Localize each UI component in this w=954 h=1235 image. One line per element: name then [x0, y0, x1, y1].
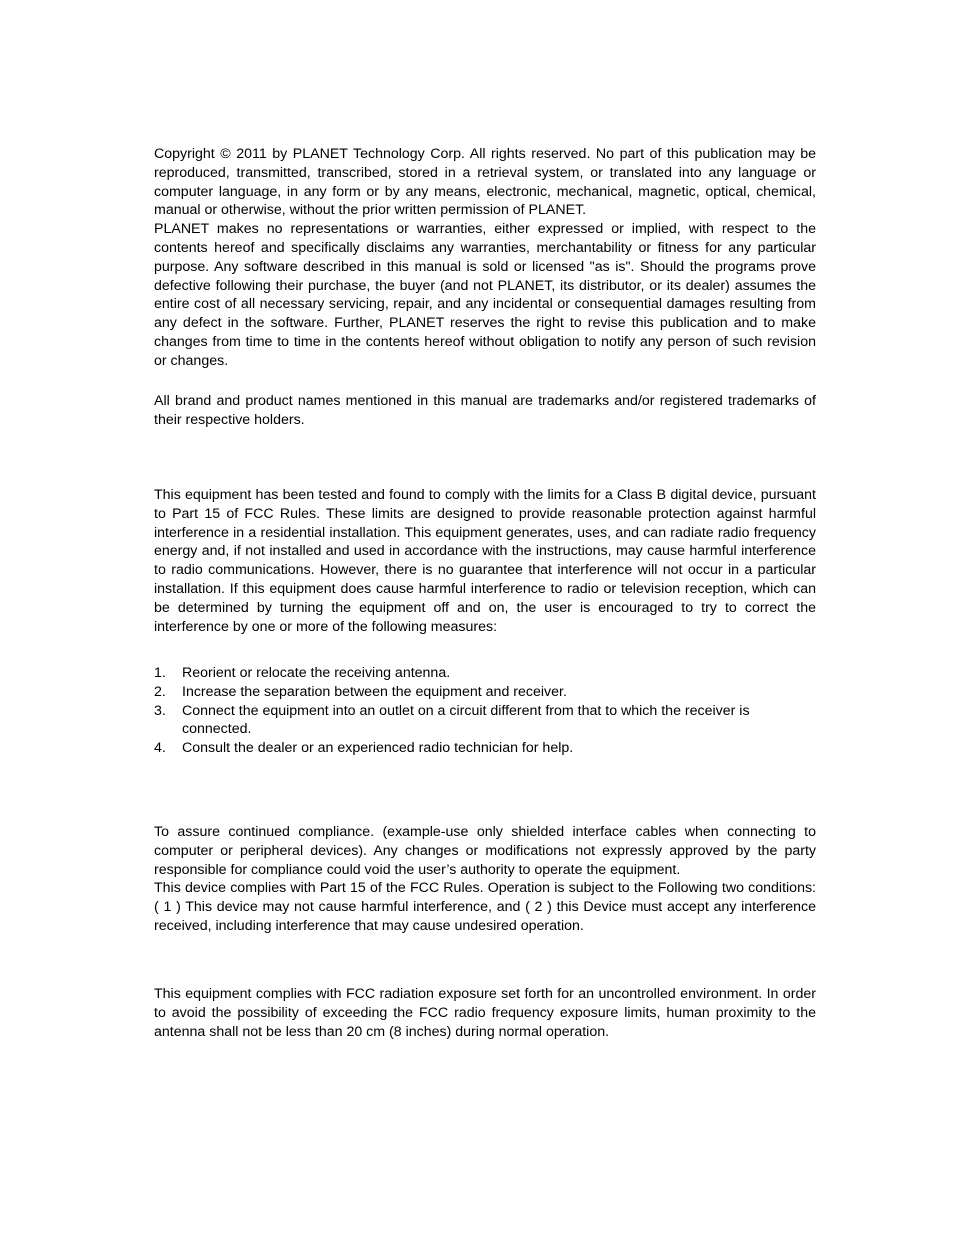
list-item-number: 1.	[154, 665, 166, 681]
radiation-exposure-paragraph: This equipment complies with FCC radiation exposure set forth for an uncontrolled environment. In order to avoid the possibility of exceeding the FCC radio frequency exposure limits, human proximity to the antenna shall not be less than 20 cm (8 inches) during normal operation.	[154, 986, 816, 1040]
list-item-text: Consult the dealer or an experienced radio technician for help.	[182, 740, 574, 757]
list-item-number: 2.	[154, 683, 166, 700]
disclaimer-paragraph: PLANET makes no representations or warranties, either expressed or implied, with respect to the contents hereof and specifically disclaims any warranties, merchantability or fitness for any particular purpose. Any software described in this manual is sold or licensed "as is". Should the programs prove defective following their purchase, the buyer (and not PLANET, its distributor, or its dealer) assumes the entire cost of all necessary servicing, repair, and any incidental or consequential damages resulting from any defect in the software. Further, PLANET reserves the right to revise this publication and to make changes from time to time in the contents hereof without obligation to notify any person of such revision or changes.	[154, 221, 816, 369]
measures-list	[154, 664, 816, 758]
list-item	[154, 683, 816, 702]
list-item-number: 4.	[154, 740, 166, 757]
list-item	[154, 702, 816, 740]
list-item-text: Increase the separation between the equipment and receiver.	[182, 683, 567, 700]
trademarks-paragraph: All brand and product names mentioned in this manual are trademarks and/or registered trademarks of their respective holders.	[154, 393, 816, 428]
part15-paragraph: This device complies with Part 15 of the FCC Rules. Operation is subject to the Following two conditions: ( 1 ) This device may not cause harmful interference, and ( 2 ) this Device must accept any interference received, including interference that may cause undesired operation.	[154, 880, 816, 934]
trademarks-section	[154, 392, 816, 430]
copyright-section	[154, 145, 816, 371]
fcc-radiation-section	[154, 985, 816, 1041]
list-item-text: Reorient or relocate the receiving antenna.	[182, 665, 451, 681]
copyright-paragraph: Copyright © 2011 by PLANET Technology Corp. All rights reserved. No part of this publication may be reproduced, transmitted, transcribed, stored in a retrieval system, or translated into any language or computer language, in any form or by any means, electronic, mechanical, magnetic, optical, chemical, manual or otherwise, without the prior written permission of PLANET.	[154, 146, 816, 219]
list-item-text: Connect the equipment into an outlet on a circuit different from that to which the receiver is connected.	[182, 702, 750, 738]
list-item	[154, 664, 816, 683]
fcc-interference-paragraph: This equipment has been tested and found to comply with the limits for a Class B digital device, pursuant to Part 15 of FCC Rules. These limits are designed to provide reasonable protection against harmful interference in a residential installation. This equipment generates, uses, and can radiate radio frequency energy and, if not installed and used in accordance with the instructions, may cause harmful interference to radio communications. However, there is no guarantee that interference will not occur in a particular installation. If this equipment does cause harmful interference to radio or television reception, which can be determined by turning the equipment off and on, the user is encouraged to try to correct the interference by one or more of the following measures:	[154, 487, 816, 635]
fcc-interference-section	[154, 486, 816, 636]
compliance-paragraph: To assure continued compliance. (example-use only shielded interface cables when connecting to computer or peripheral devices). Any changes or modifications not expressly approved by the party responsible for compliance could void the user’s authority to operate the equipment.	[154, 824, 816, 878]
fcc-caution-section	[154, 823, 816, 936]
list-item-number: 3.	[154, 702, 166, 719]
list-item	[154, 739, 816, 758]
